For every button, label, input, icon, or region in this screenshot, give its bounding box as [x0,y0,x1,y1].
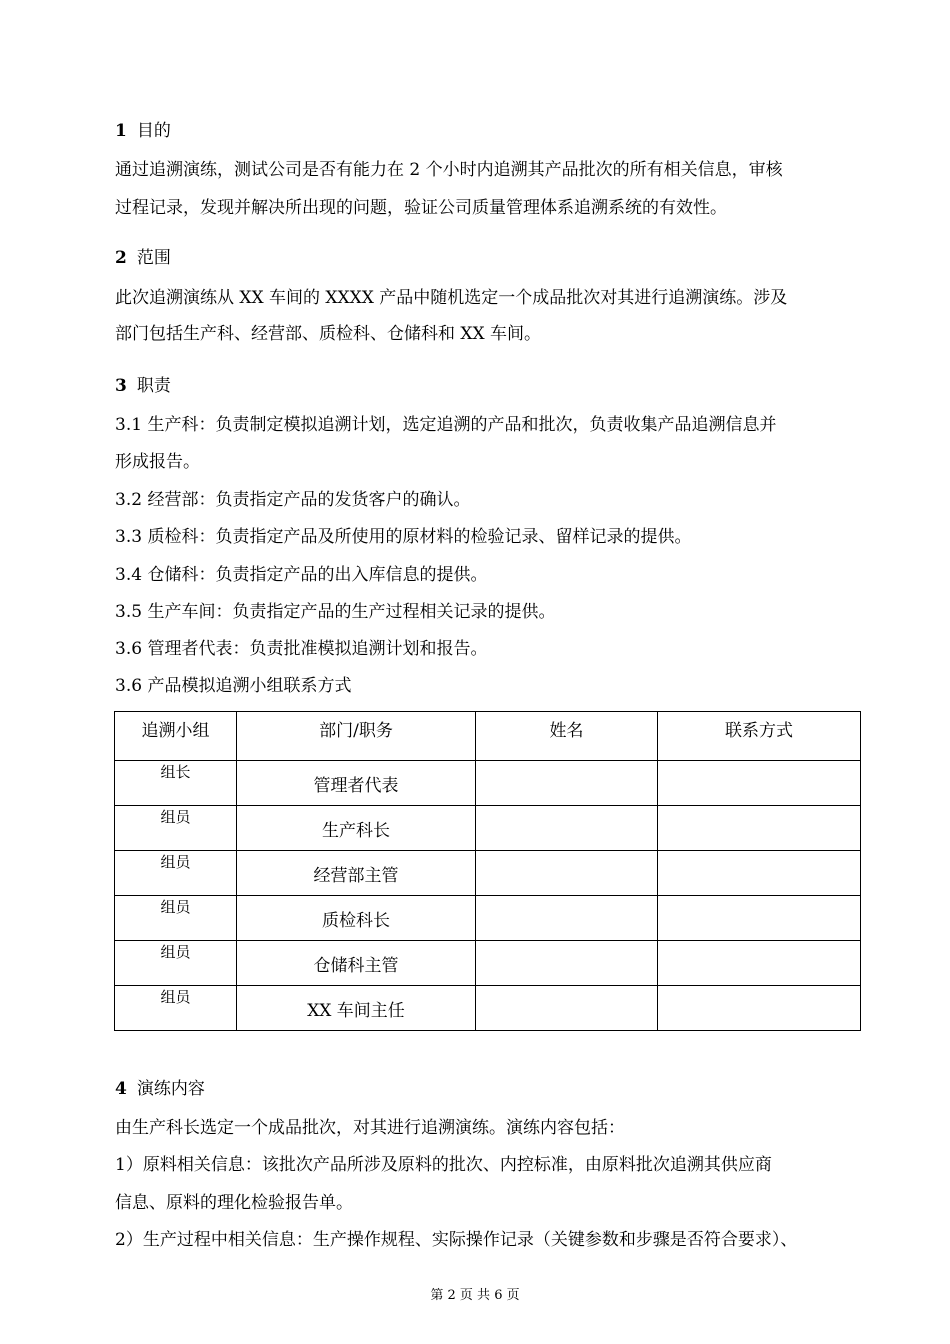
section-4-heading [115,1077,205,1101]
section-3-line-4: 3.3 质检科：负责指定产品及所使用的原材料的检验记录、留样记录的提供。 [115,527,692,547]
section-1-title: 目的 [136,121,171,141]
role-cell: 组长 [115,761,237,806]
section-3-line-3: 3.2 经营部：负责指定产品的发货客户的确认。 [115,490,471,510]
section-3-line-2: 形成报告。 [115,452,200,472]
section-3-line-7: 3.6 管理者代表：负责批准模拟追溯计划和报告。 [115,639,488,659]
table-row [115,941,861,986]
table-row [115,896,861,941]
dept-cell: XX 车间主任 [237,986,476,1031]
header-name: 姓名 [476,712,658,761]
contact-cell [658,851,861,896]
dept-cell: 仓储科主管 [237,941,476,986]
dept-cell: 质检科长 [237,896,476,941]
section-3-title: 职责 [136,376,171,396]
header-dept: 部门/职务 [237,712,476,761]
section-2-title: 范围 [136,248,171,268]
section-4-number: 4 [115,1079,127,1099]
section-4-line-2: 1）原料相关信息：该批次产品所涉及原料的批次、内控标准，由原料批次追溯其供应商 [115,1155,772,1175]
table-row [115,806,861,851]
table-row [115,986,861,1031]
role-cell: 组员 [115,986,237,1031]
section-1-line-1: 通过追溯演练，测试公司是否有能力在 2 个小时内追溯其产品批次的所有相关信息，审核 [115,160,783,180]
section-3-heading [115,374,171,398]
name-cell [476,986,658,1031]
table-row [115,761,861,806]
header-group: 追溯小组 [115,712,237,761]
section-1-number: 1 [115,121,127,141]
contact-cell [658,896,861,941]
name-cell [476,851,658,896]
section-4-line-4: 2）生产过程中相关信息：生产操作规程、实际操作记录（关键参数和步骤是否符合要求）、 [115,1230,798,1250]
section-4-line-3: 信息、原料的理化检验报告单。 [115,1193,353,1213]
section-3-line-8: 3.6 产品模拟追溯小组联系方式 [115,676,352,696]
contact-cell [658,806,861,851]
contact-cell [658,761,861,806]
name-cell [476,941,658,986]
section-1-line-2: 过程记录，发现并解决所出现的问题，验证公司质量管理体系追溯系统的有效性。 [115,198,727,218]
section-4-title: 演练内容 [136,1079,205,1099]
table-header-row [115,712,861,761]
section-4-line-1: 由生产科长选定一个成品批次，对其进行追溯演练。演练内容包括： [115,1118,625,1138]
section-1-heading [115,119,171,143]
role-cell: 组员 [115,806,237,851]
section-3-line-6: 3.5 生产车间：负责指定产品的生产过程相关记录的提供。 [115,602,556,622]
page-footer: 第 2 页 共 6 页 [430,1288,520,1303]
section-2-number: 2 [115,248,127,268]
role-cell: 组员 [115,941,237,986]
name-cell [476,896,658,941]
name-cell [476,806,658,851]
header-contact: 联系方式 [658,712,861,761]
section-2-line-1: 此次追溯演练从 XX 车间的 XXXX 产品中随机选定一个成品批次对其进行追溯演练。涉及 [115,288,788,308]
section-2-heading [115,246,171,270]
dept-cell: 管理者代表 [237,761,476,806]
dept-cell: 生产科长 [237,806,476,851]
table-row [115,851,861,896]
name-cell [476,761,658,806]
contact-table [114,711,861,1031]
role-cell: 组员 [115,896,237,941]
section-3-line-1: 3.1 生产科：负责制定模拟追溯计划，选定追溯的产品和批次，负责收集产品追溯信息并 [115,415,777,435]
contact-cell [658,986,861,1031]
dept-cell: 经营部主管 [237,851,476,896]
section-2-line-2: 部门包括生产科、经营部、质检科、仓储科和 XX 车间。 [115,324,542,344]
section-3-line-5: 3.4 仓储科：负责指定产品的出入库信息的提供。 [115,565,488,585]
section-3-number: 3 [115,376,127,396]
contact-cell [658,941,861,986]
role-cell: 组员 [115,851,237,896]
